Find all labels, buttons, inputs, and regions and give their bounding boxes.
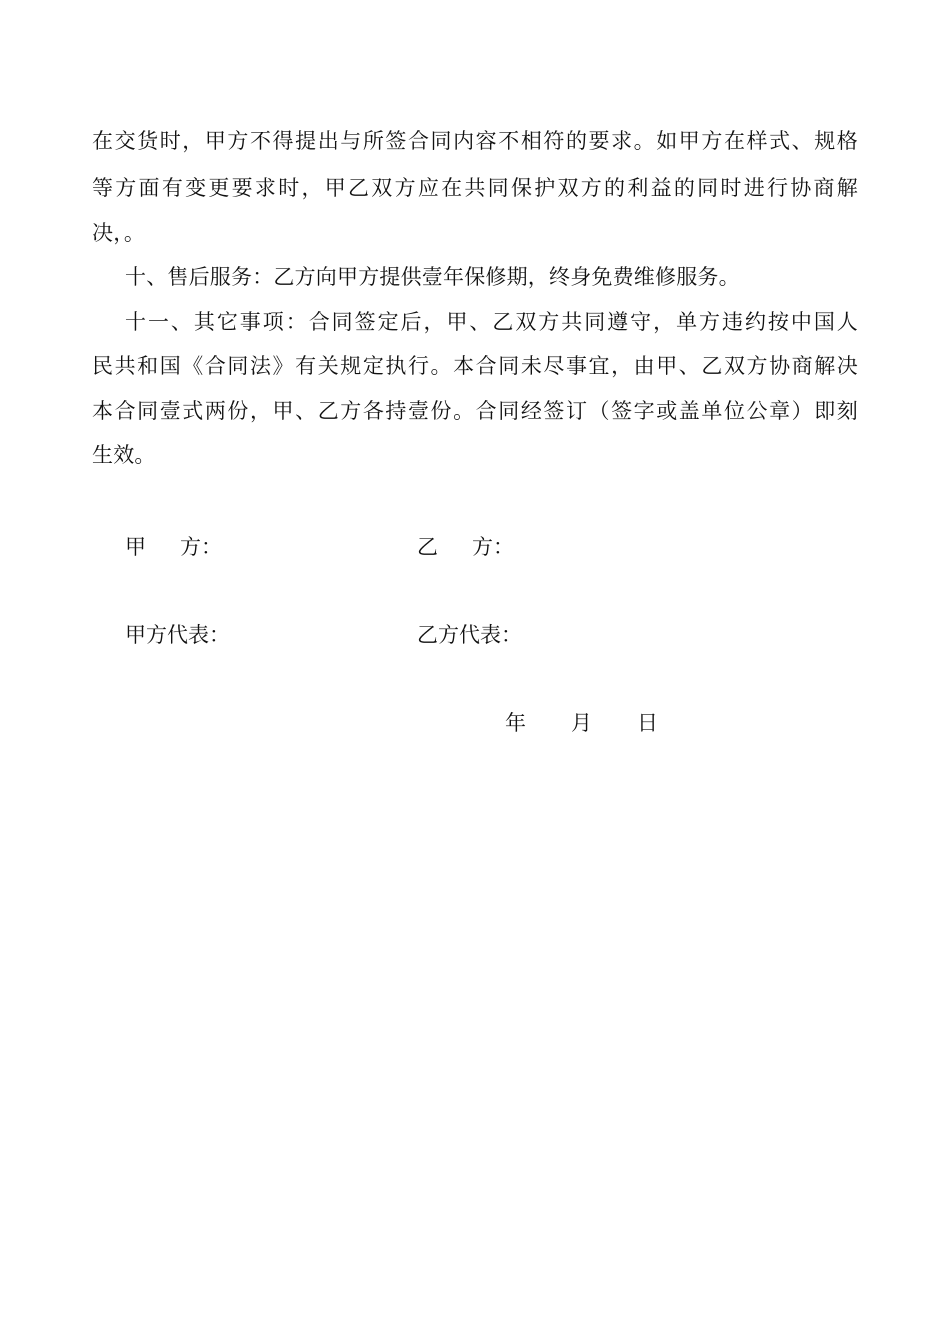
paragraph-10-after-sales: 十、售后服务：乙方向甲方提供壹年保修期，终身免费维修服务。 [125, 265, 740, 289]
date-year: 年 [505, 711, 526, 735]
paragraph-11-line-4: 生效。 [92, 443, 156, 467]
party-a-label [125, 533, 222, 561]
paragraph-11-line-2: 民共和国《合同法》有关规定执行。本合同未尽事宜，由甲、乙双方协商解决 [92, 354, 858, 378]
party-b-char2: 方： [472, 535, 514, 559]
date-month: 月 [571, 711, 592, 735]
paragraph-9-line-1: 在交货时，甲方不得提出与所签合同内容不相符的要求。如甲方在样式、规格 [92, 129, 858, 153]
party-b-representative-label: 乙方代表： [417, 623, 522, 647]
paragraph-9-line-2: 等方面有变更要求时，甲乙双方应在共同保护双方的利益的同时进行协商解 [92, 176, 858, 200]
party-b-char1: 乙 [417, 535, 438, 559]
party-a-representative-label: 甲方代表： [125, 623, 230, 647]
paragraph-9-line-3: 决，。 [92, 221, 146, 245]
date-line [505, 709, 658, 737]
date-day: 日 [637, 711, 658, 735]
paragraph-11-line-1: 十一、其它事项：合同签定后，甲、乙双方共同遵守，单方违约按中国人 [125, 310, 858, 334]
party-b-label [417, 533, 514, 561]
party-a-char2: 方： [180, 535, 222, 559]
paragraph-11-line-3: 本合同壹式两份，甲、乙方各持壹份。合同经签订（签字或盖单位公章）即刻 [92, 399, 858, 423]
party-a-char1: 甲 [125, 535, 146, 559]
